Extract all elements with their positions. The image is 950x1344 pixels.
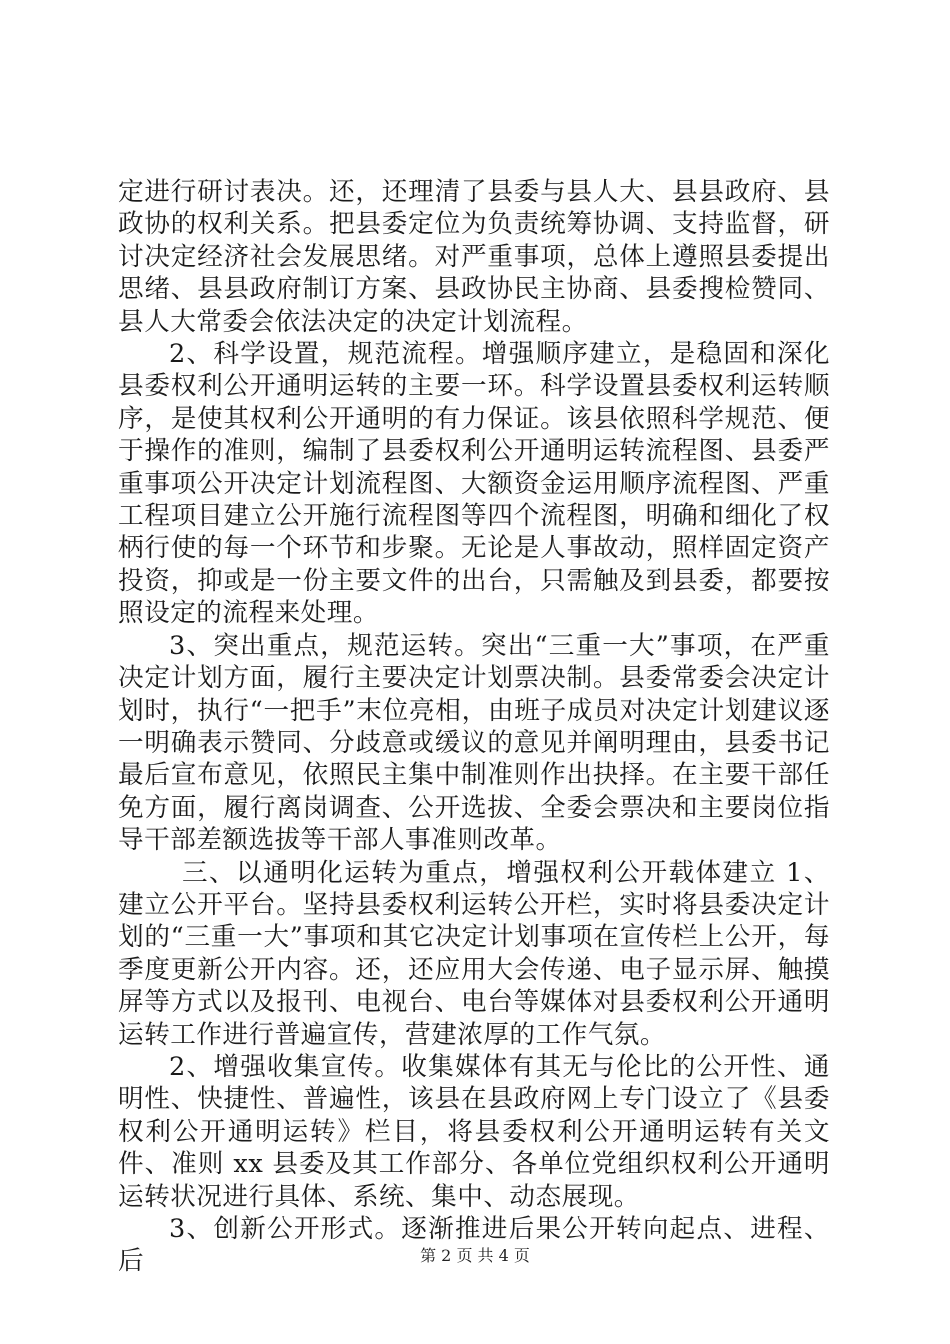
paragraph-section-2: 2、科学设置，规范流程。增强顺序建立，是稳固和深化县委权利公开通明运转的主要一环。科学设置县委权利运转顺序，是使其权利公开通明的有力保证。该县依照科学规范、便于操作的准则，编制了县委权利公开通明运转流程图、县委严重事项公开决定计划流程图、大额资金运用顺序流程图、严重工程项目建立公开施行流程图等四个流程图，明确和细化了权柄行使的每一个环节和步聚。无论是人事故动，照样固定资产投资，抑或是一份主要文件的出台，只需触及到县委，都要按照设定的流程来处理。 [118, 339, 830, 629]
paragraph-continuation: 定进行研讨表决。还，还理清了县委与县人大、县县政府、县政协的权利关系。把县委定位为负责统筹协调、支持监督，研讨决定经济社会发展思绪。对严重事项，总体上遵照县委提出思绪、县县政府制订方案、县政协民主协商、县委搜检赞同、县人大常委会依法决定的决定计划流程。 [118, 177, 830, 337]
paragraph-network-publicity: 2、增强收集宣传。收集媒体有其无与伦比的公开性、通明性、快捷性、普遍性，该县在县政府网上专门设立了《县委权利公开通明运转》栏目，将县委权利公开通明运转有关文件、准则 xx 县委及其工作部分、各单位党组织权利公开通明运转状况进行具体、系统、集中、动态展现。 [118, 1051, 830, 1212]
paragraph-section-3: 3、突出重点，规范运转。突出“三重一大”事项，在严重决定计划方面，履行主要决定计划票决制。县委常委会决定计划时，执行“一把手”末位亮相，由班子成员对决定计划建议逐一明确表示赞同、分歧意或缓议的意见并阐明理由，县委书记最后宣布意见，依照民主集中制准则作出抉择。在主要干部任免方面，履行离岗调查、公开选拔、全委会票决和主要岗位指导干部差额选拔等干部人事准则改革。 [118, 630, 830, 856]
document-body [118, 176, 830, 1278]
page-footer [0, 1246, 950, 1266]
paragraph-innovate-forms: 3、创新公开形式。逐渐推进后果公开转向起点、进程、后 [118, 1214, 830, 1277]
paragraph-heading-three: 三、以通明化运转为重点，增强权利公开载体建立 1、建立公开平台。坚持县委权利运转公开栏，实时将县委决定计划的“三重一大”事项和其它决定计划事项在宣传栏上公开，每季度更新公开内容。还，还应用大会传递、电子显示屏、触摸屏等方式以及报刊、电视台、电台等媒体对县委权利公开通明运转工作进行普遍宣传，营建浓厚的工作气氛。 [118, 857, 830, 1050]
page-number-label: 第 2 页 共 4 页 [420, 1246, 530, 1265]
